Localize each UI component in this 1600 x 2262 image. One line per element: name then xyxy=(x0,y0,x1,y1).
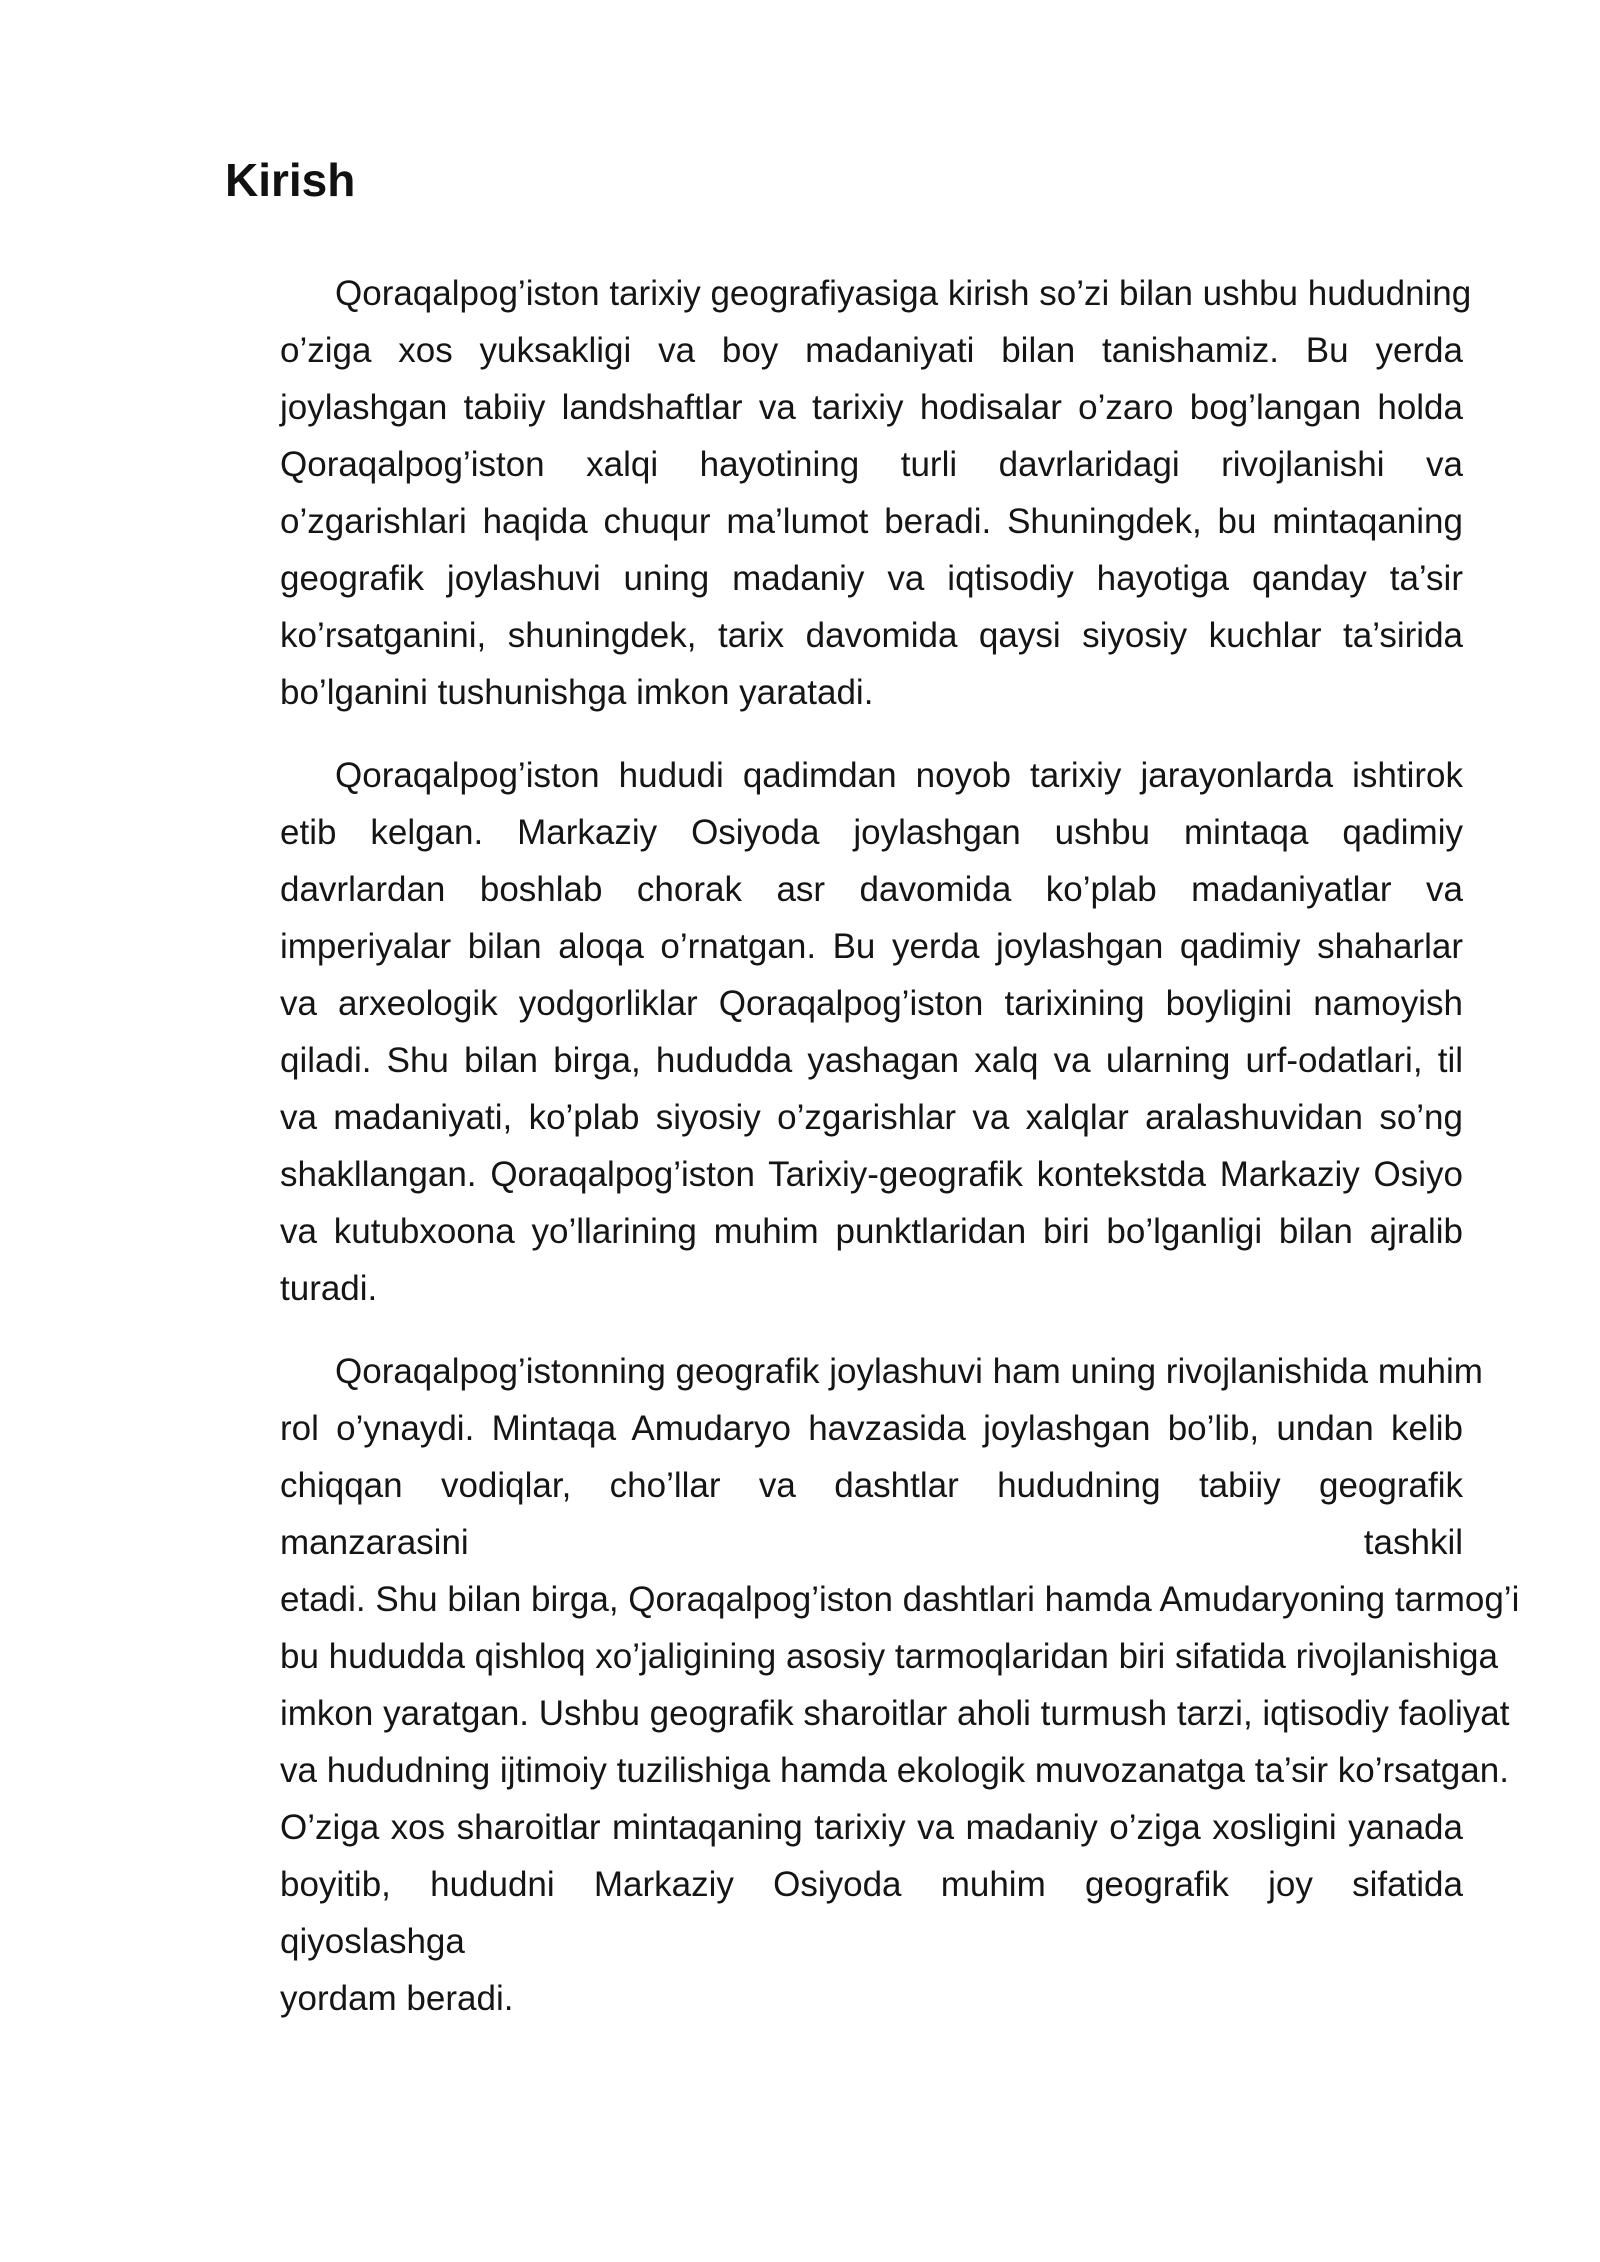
paragraph-line: Qoraqalpog’iston hududi qadimdan noyob tarixiy jarayonlarda ishtirok xyxy=(335,756,1463,795)
paragraph-line: qiyoslashga xyxy=(280,1922,465,1961)
paragraph-line: yordam beradi. xyxy=(280,1979,514,2018)
paragraph-1 xyxy=(225,265,1472,721)
paragraph-line: O’ziga xos sharoitlar mintaqaning tarixiy va madaniy o’ziga xosligini yanada xyxy=(280,1808,1463,1847)
paragraph-line: chiqqan vodiqlar, cho’llar va dashtlar hududning tabiiy geografik xyxy=(280,1466,1463,1505)
paragraph-line: bu hududda qishloq xo’jaligining asosiy tarmoqlaridan biri sifatida rivojlanishiga xyxy=(280,1637,1498,1676)
paragraph-line: davrlardan boshlab chorak asr davomida ko’plab madaniyatlar va xyxy=(280,870,1463,909)
paragraph-line: etib kelgan. Markaziy Osiyoda joylashgan ushbu mintaqa qadimiy xyxy=(280,813,1463,852)
paragraph-line: va madaniyati, ko’plab siyosiy o’zgarishlar va xalqlar aralashuvidan so’ng xyxy=(280,1098,1463,1137)
paragraph-line: qiladi. Shu bilan birga, hududda yashagan xalq va ularning urf-odatlari, til xyxy=(280,1041,1463,1080)
paragraph-line: imkon yaratgan. Ushbu geografik sharoitlar aholi turmush tarzi, iqtisodiy faoliyat xyxy=(280,1694,1510,1733)
paragraph-line: bo’lganini tushunishga imkon yaratadi. xyxy=(280,673,874,712)
paragraph-line: o’ziga xos yuksakligi va boy madaniyati bilan tanishamiz. Bu yerda xyxy=(280,331,1463,370)
paragraph-3 xyxy=(225,1343,1520,2027)
paragraph-line: va kutubxoona yo’llarining muhim punktlaridan biri bo’lganligi bilan ajralib xyxy=(280,1212,1463,1251)
paragraph-line: geografik joylashuvi uning madaniy va iqtisodiy hayotiga qanday ta’sir xyxy=(280,559,1463,598)
paragraph-line: imperiyalar bilan aloqa o’rnatgan. Bu yerda joylashgan qadimiy shaharlar xyxy=(280,927,1463,966)
paragraph-line: Qoraqalpog’iston tarixiy geografiyasiga kirish so’zi bilan ushbu hududning xyxy=(335,274,1472,313)
paragraph-line: etadi. Shu bilan birga, Qoraqalpog’iston dashtlari hamda Amudaryoning tarmog’i xyxy=(280,1580,1520,1619)
paragraph-line: Qoraqalpog’istonning geografik joylashuvi ham uning rivojlanishida muhim xyxy=(335,1352,1483,1391)
paragraph-line: boyitib, hududni Markaziy Osiyoda muhim geografik joy sifatida xyxy=(280,1865,1463,1904)
document-body xyxy=(225,152,1520,2053)
paragraph-line: va arxeologik yodgorliklar Qoraqalpog’iston tarixining boyligini namoyish xyxy=(280,984,1463,1023)
paragraph-line: manzarasini tashkil xyxy=(280,1523,1463,1562)
page-title: Kirish xyxy=(225,154,356,206)
paragraph-line: Qoraqalpog’iston xalqi hayotining turli davrlaridagi rivojlanishi va xyxy=(280,445,1463,484)
paragraph-line: o’zgarishlari haqida chuqur ma’lumot beradi. Shuningdek, bu mintaqaning xyxy=(280,502,1463,541)
paragraph-line: joylashgan tabiiy landshaftlar va tarixiy hodisalar o’zaro bog’langan holda xyxy=(280,388,1463,427)
paragraph-2 xyxy=(225,747,1463,1317)
paragraph-line: shakllangan. Qoraqalpog’iston Tarixiy-geografik kontekstda Markaziy Osiyo xyxy=(280,1155,1463,1194)
paragraph-line: ko’rsatganini, shuningdek, tarix davomida qaysi siyosiy kuchlar ta’sirida xyxy=(280,616,1463,655)
paragraph-line: rol o’ynaydi. Mintaqa Amudaryo havzasida joylashgan bo’lib, undan kelib xyxy=(280,1409,1463,1448)
paragraph-line: va hududning ijtimoiy tuzilishiga hamda ekologik muvozanatga ta’sir ko’rsatgan. xyxy=(280,1751,1509,1790)
paragraph-line: turadi. xyxy=(280,1269,378,1308)
